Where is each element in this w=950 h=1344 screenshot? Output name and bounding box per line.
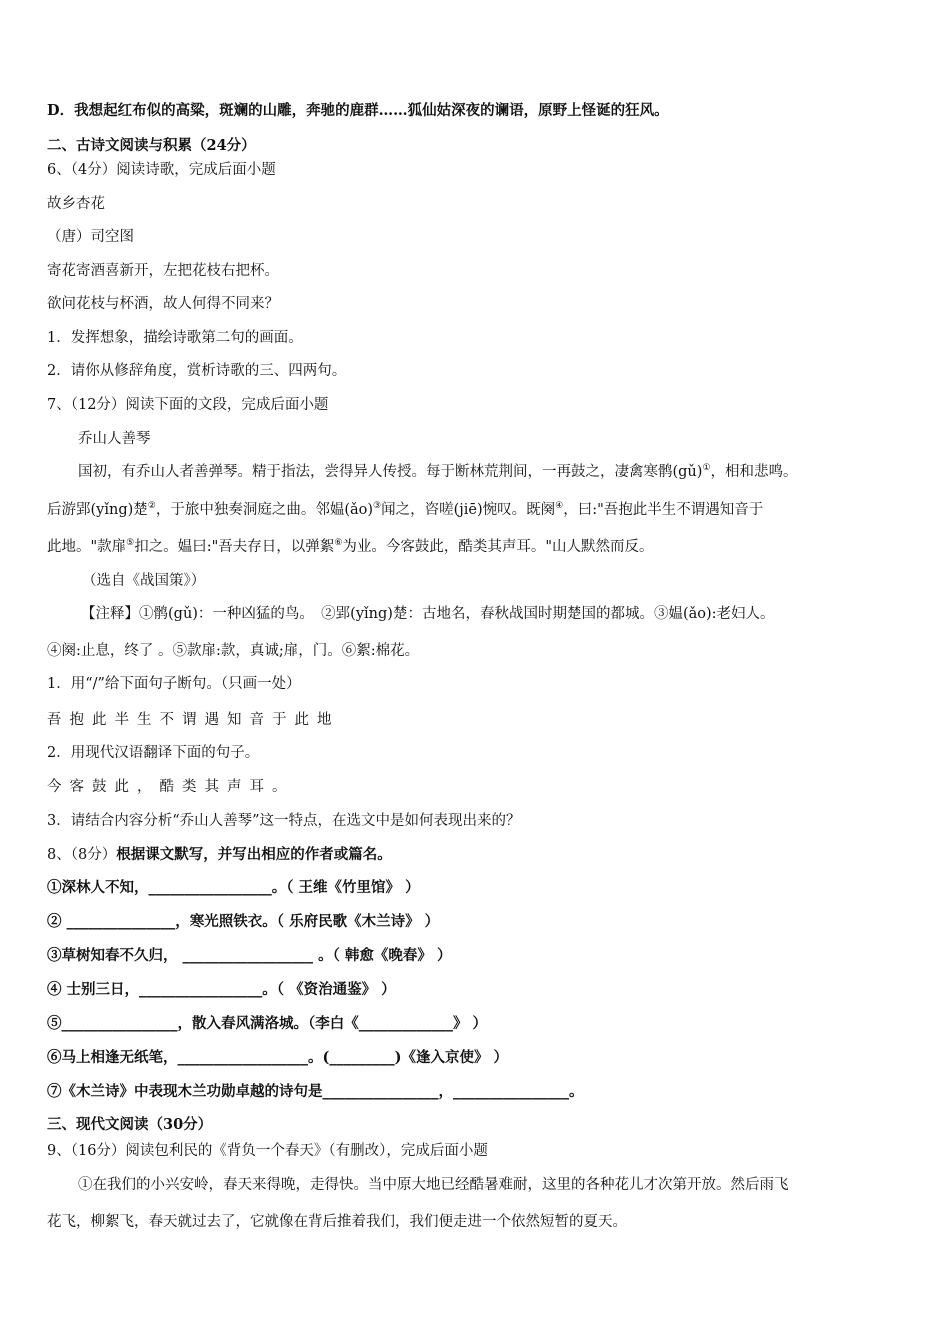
q6-sub-1: 1．发挥想象，描绘诗歌第二句的画面。 [47,330,303,346]
question-6-title: 6、（4分）阅读诗歌，完成后面小题 [47,162,276,178]
poem-author: （唐）司空图 [47,229,134,245]
recitation-item-1: ①深林人不知，_________________。（ 王维《竹里馆》 ） [47,879,420,896]
article-para-1-line-1: ①在我们的小兴安岭，春天来得晚，走得快。当中原大地已经酷暑难耐，这里的各种花儿才次第开放。然后雨飞 [78,1177,789,1193]
sentence-to-translate: 今客鼓此，酷类其声耳。 [47,779,295,795]
recitation-item-7: ⑦《木兰诗》中表现木兰功勋卓越的诗句是________________，________________。 [47,1083,584,1100]
notes-line-2: ④阕:止息，终了 。⑤款扉:款，真诚;扉，门。⑥絮:棉花。 [47,643,420,659]
q7-sub-3: 3．请结合内容分析“乔山人善琴”这一特点，在选文中是如何表现出来的？ [47,813,521,829]
passage-title: 乔山人善琴 [78,431,151,447]
poem-line-1: 寄花寄酒喜新开，左把花枝右把杯。 [47,263,279,279]
passage-line-3: 此地。"款扉⑤扣之。媪曰:"吾夫存日，以弹絮⑥为业。今客鼓此，酷类其声耳。"山人默然而反。 [47,538,654,555]
recitation-item-2: ② _______________，寒光照铁衣。（ 乐府民歌《木兰诗》 ） [47,913,440,930]
sentence-to-punctuate: 吾抱此半生不谓遇知音于此地 [47,712,340,728]
poem-title: 故乡杏花 [47,196,105,212]
question-9-title: 9、（16分）阅读包利民的《背负一个春天》（有删改），完成后面小题 [47,1143,488,1159]
q7-sub-1: 1．用“/”给下面句子断句。（只画一处） [47,676,301,692]
passage-line-2: 后游郢(yǐng)楚②，于旅中独奏洞庭之曲。邻媪(ǎo)③闻之，咨嗟(jiē)惋叹。既阕④，曰:"吾抱此半生不谓遇知音于 [47,501,764,518]
recitation-item-4: ④ 士别三日，_________________。（ 《资治通鉴》 ） [47,981,396,998]
passage-source: （选自《战国策》） [82,573,206,589]
notes-line-1: 【注释】①鹘(gǔ)：一种凶猛的鸟。 ②郢(yǐng)楚：古地名，春秋战国时期楚国的都城。③媪(ǎo):老妇人。 [81,606,775,622]
article-para-1-line-2: 花飞，柳絮飞，春天就过去了，它就像在背后推着我们，我们便走进一个依然短暂的夏天。 [47,1214,627,1230]
section-3-heading: 三、现代文阅读（30分） [47,1116,213,1133]
passage-line-1: 国初，有乔山人者善弹琴。精于指法，尝得异人传授。每于断林荒荆间，一再鼓之，凄禽寒鹘(gǔ)①，相和悲鸣。 [78,463,798,480]
recitation-item-3: ③草树知春不久归， __________________ 。（ 韩愈《晚春》 ） [47,947,452,964]
option-d-line: D．我想起红布似的高粱，斑斓的山雕，奔驰的鹿群……狐仙姑深夜的谰语，原野上怪诞的狂风。 [47,102,669,119]
recitation-item-5: ⑤________________，散入春风满洛城。（李白《_____________》 ） [47,1015,488,1032]
question-8-title: 8、（8分）根据课文默写，并写出相应的作者或篇名。 [47,846,392,863]
poem-line-2: 欲问花枝与杯酒，故人何得不同来？ [47,296,279,312]
section-2-heading: 二、古诗文阅读与积累（24分） [47,137,256,154]
recitation-item-6: ⑥马上相逢无纸笔，__________________。(_________)《逢入京使》 ） [47,1049,509,1066]
q7-sub-2: 2．用现代汉语翻译下面的句子。 [47,745,260,761]
question-7-title: 7、（12分）阅读下面的文段，完成后面小题 [47,397,329,413]
q6-sub-2: 2．请你从修辞角度，赏析诗歌的三、四两句。 [47,363,347,379]
